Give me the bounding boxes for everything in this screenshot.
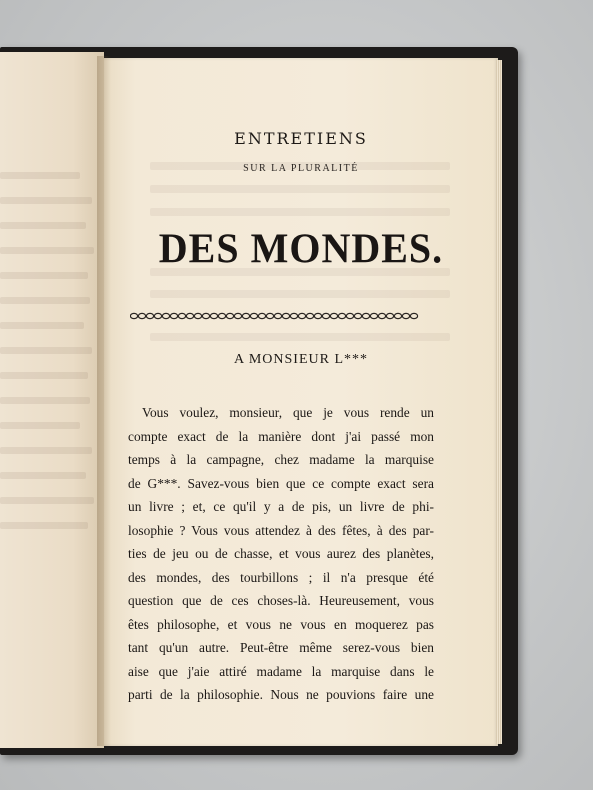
- text-line: question que de ces choses-là. Heureusement, vous: [128, 593, 434, 608]
- text-line: losophie ? Vous vous attendez à des fêtes, à des par-: [128, 522, 434, 538]
- title-line-1: ENTRETIENS: [234, 129, 368, 148]
- book-gutter: [97, 56, 111, 746]
- text-line: parti de la philosophie. Nous ne pouvions faire une: [128, 687, 434, 702]
- left-page: [0, 52, 104, 748]
- show-through-line: [0, 397, 90, 404]
- text-line: ties de jeu ou de chasse, et vous aurez des planètes,: [128, 546, 434, 561]
- main-title: DES MONDES.: [158, 224, 444, 273]
- text-line: Vous voulez, monsieur, que je vous rende un: [142, 405, 434, 420]
- show-through-line: [150, 208, 450, 216]
- show-through-line: [0, 222, 86, 229]
- text-line: de G***. Savez-vous bien que ce compte exact sera: [128, 475, 434, 491]
- text-line: aise que j'aie attiré madame la marquise dans le: [128, 663, 434, 679]
- body-text: [128, 401, 434, 707]
- show-through-line: [0, 322, 84, 329]
- text-line: des mondes, des tourbillons ; il n'a presque été: [128, 569, 434, 585]
- ornamental-rule: [130, 312, 422, 320]
- show-through-line: [0, 422, 80, 429]
- text-line: temps à la campagne, chez madame la marquise: [128, 452, 434, 467]
- text-line: un livre ; et, ce qu'il y a de pis, un livre de phi-: [128, 499, 434, 514]
- title-line-2: SUR LA PLURALITÉ: [243, 163, 359, 174]
- show-through-line: [0, 372, 88, 379]
- show-through-line: [150, 185, 450, 193]
- text-line: tant qu'un autre. Peut-être même serez-vous bien: [128, 640, 434, 655]
- show-through-line: [0, 447, 92, 454]
- text-line: êtes philosophe, et vous ne vous en moquerez pas: [128, 616, 434, 632]
- show-through-line: [0, 247, 94, 254]
- show-through-line: [0, 172, 80, 179]
- dedication-heading: A MONSIEUR L***: [233, 352, 368, 367]
- show-through-line: [150, 290, 450, 298]
- show-through-line: [0, 197, 92, 204]
- show-through-line: [0, 522, 88, 529]
- show-through-line: [0, 472, 86, 479]
- show-through-line: [0, 347, 92, 354]
- show-through-line: [0, 497, 94, 504]
- show-through-line: [0, 297, 90, 304]
- show-through-line: [0, 272, 88, 279]
- text-line: compte exact de la manière dont j'ai passé mon: [128, 428, 434, 444]
- show-through-line: [150, 333, 450, 341]
